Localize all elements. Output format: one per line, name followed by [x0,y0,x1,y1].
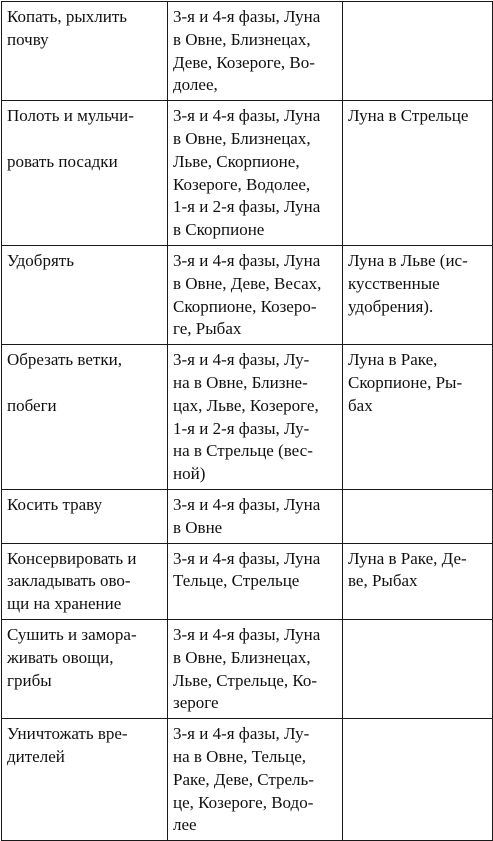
cell-text: 1-я и 2-я фазы, Луна [173,197,321,217]
favorable-cell [168,2,343,101]
favorable-cell [168,345,343,490]
cell-text: дителей [7,746,65,766]
cell-text: Скорпионе, Ры- [348,372,463,392]
favorable-cell [168,245,343,344]
cell-text: Луна в Стрельце [348,106,469,126]
cell-text: на в Овне, Близне- [173,372,308,392]
cell-text: лее [173,815,197,835]
unfavorable-cell [343,2,493,101]
cell-text: цах, Льве, Козероге, [173,395,319,415]
unfavorable-cell [343,719,493,841]
unfavorable-cell [343,345,493,490]
cell-text: 1-я и 2-я фазы, Лу- [173,418,310,438]
cell-text: зероге [173,693,219,713]
table-row [2,619,493,718]
cell-text: в Скорпионе [173,220,265,240]
cell-text: кусственные [348,273,440,293]
table-row [2,345,493,490]
unfavorable-cell [343,101,493,246]
cell-text: Козероге, Водолее, [173,174,311,194]
cell-text: Луна в Льве (ис- [348,250,468,270]
action-cell [2,719,168,841]
cell-text: 3-я и 4-я фазы, Луна [173,624,321,644]
cell-text: Луна в Раке, Де- [348,548,467,568]
favorable-cell [168,719,343,841]
cell-text: ге, Рыбах [173,319,242,339]
cell-text: на в Овне, Тельце, [173,746,307,766]
cell-text: 3-я и 4-я фазы, Лу- [173,350,310,370]
action-cell [2,489,168,543]
table-row [2,489,493,543]
cell-text: 3-я и 4-я фазы, Луна [173,250,321,270]
favorable-cell [168,101,343,246]
action-cell [2,543,168,619]
unfavorable-cell [343,489,493,543]
cell-text: Льве, Скорпионе, [173,151,300,171]
action-cell [2,2,168,101]
cell-text: Копать, рыхлить [7,7,128,26]
cell-text: Раке, Деве, Стрель- [173,769,314,789]
cell-text: Луна в Раке, [348,350,438,370]
cell-text: Тельце, Стрельце [173,571,300,591]
action-cell [2,345,168,490]
cell-text: Льве, Стрельце, Ко- [173,670,318,690]
cell-text: в Овне [173,517,223,537]
cell-text: Консервировать и [7,548,137,568]
cell-text: Скорпионе, Козеро- [173,296,317,316]
table-row [2,719,493,841]
cell-text: долее, [173,75,218,95]
action-cell [2,245,168,344]
cell-text: Уничтожать вре- [7,724,128,744]
cell-text: 3-я и 4-я фазы, Луна [173,106,321,126]
cell-text: 3-я и 4-я фазы, Луна [173,494,321,514]
cell-text: почву [7,29,49,49]
table-row [2,2,493,101]
cell-text: Косить траву [7,494,103,514]
lunar-gardening-table [1,1,493,841]
cell-text: Полоть и мульчи- [7,106,134,126]
favorable-cell [168,489,343,543]
unfavorable-cell [343,245,493,344]
cell-text: Обрезать ветки, [7,350,122,370]
table-row [2,245,493,344]
table-row [2,101,493,246]
cell-text: ной) [173,464,206,484]
cell-text: 3-я и 4-я фазы, Лу- [173,724,310,744]
cell-text: 3-я и 4-я фазы, Луна [173,7,321,26]
cell-text: бах [348,395,373,415]
cell-text: ровать посадки [7,151,118,171]
cell-text: Удобрять [7,250,74,270]
cell-text: живать овощи, [7,647,114,667]
cell-text: щи на хранение [7,594,122,614]
unfavorable-cell [343,543,493,619]
cell-text: в Овне, Близнецах, [173,29,311,49]
cell-text: на в Стрельце (вес- [173,441,313,461]
cell-text: це, Козероге, Водо- [173,792,314,812]
action-cell [2,619,168,718]
favorable-cell [168,543,343,619]
cell-text: грибы [7,670,52,690]
cell-text: ве, Рыбах [348,571,418,591]
cell-text: Деве, Козероге, Во- [173,52,315,72]
cell-text: в Овне, Деве, Весах, [173,273,322,293]
cell-text: удобрения). [348,296,434,316]
cell-text: побеги [7,395,57,415]
cell-text: закладывать ово- [7,571,131,591]
cell-text: 3-я и 4-я фазы, Луна [173,548,321,568]
table-row [2,543,493,619]
unfavorable-cell [343,619,493,718]
action-cell [2,101,168,246]
cell-text: Сушить и замора- [7,624,137,644]
cell-text: в Овне, Близнецах, [173,128,311,148]
cell-text: в Овне, Близнецах, [173,647,311,667]
favorable-cell [168,619,343,718]
